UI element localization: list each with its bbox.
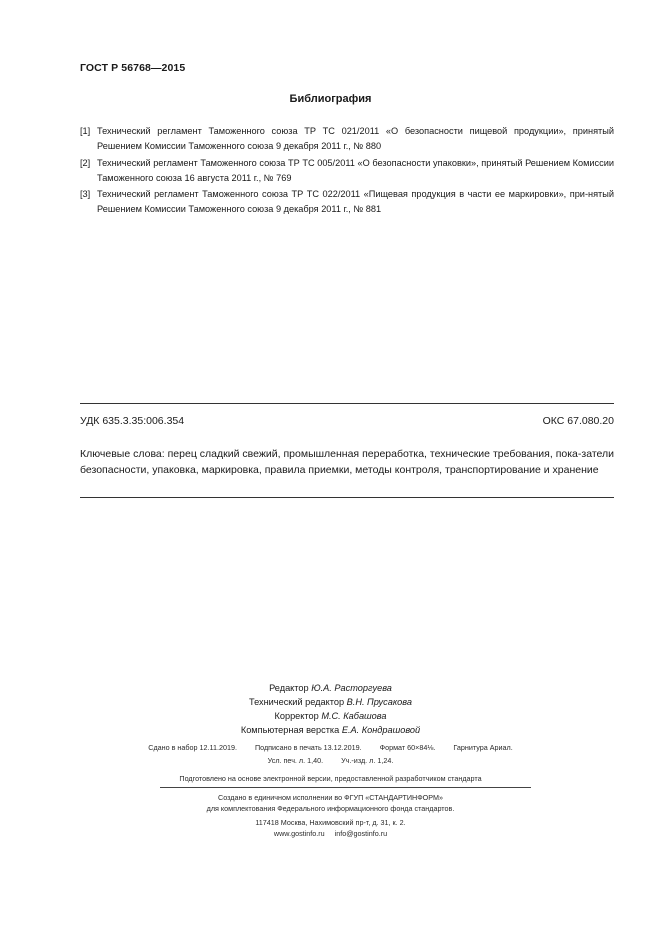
divider-bottom — [80, 497, 614, 498]
publisher-links — [0, 828, 661, 839]
bibliography-item-text: Технический регламент Таможенного союза ТР ТС 021/2011 «О безопасности пищевой продукции», принятый Решением Комиссии Таможенного союза 9 декабря 2011 г., № 880 — [97, 126, 614, 151]
imprint-edu-sheets: Уч.-изд. л. 1,24. — [341, 756, 394, 765]
credit-name: В.Н. Прусакова — [346, 697, 412, 707]
credit-name: Е.А. Кондрашовой — [341, 725, 421, 735]
bibliography-item-number: [1] — [80, 126, 91, 136]
credit-line — [0, 695, 661, 709]
credits — [0, 681, 661, 737]
bibliography-item-number: [2] — [80, 158, 91, 168]
bibliography-item — [80, 156, 614, 186]
imprint-format: Формат 60×84⅛. — [379, 743, 436, 752]
imprint-line-2 — [0, 756, 661, 765]
credit-line — [0, 681, 661, 695]
imprint-sent: Сдано в набор 12.11.2019. — [148, 743, 237, 752]
bibliography-item — [80, 124, 614, 154]
credit-name: М.С. Кабашова — [321, 711, 387, 721]
imprint-line-1 — [0, 743, 661, 752]
publisher-address: 117418 Москва, Нахимовский пр-т, д. 31, к. 2. — [255, 818, 406, 827]
imprint-print-sheets: Усл. печ. л. 1,40. — [267, 756, 324, 765]
credit-line — [0, 723, 661, 737]
credit-line — [0, 709, 661, 723]
imprint-typeface: Гарнитура Ариал. — [453, 743, 513, 752]
publisher-contacts — [0, 817, 661, 839]
udc-code: УДК 635.3.35:006.354 — [80, 415, 185, 427]
bibliography-item — [80, 187, 614, 217]
credit-role: Технический редактор — [249, 697, 345, 707]
prepared-note: Подготовлено на основе электронной версии, предоставленной разработчиком стандарта — [179, 774, 482, 783]
divider-publisher — [160, 787, 531, 788]
document-code: ГОСТ Р 56768—2015 — [80, 62, 186, 74]
bibliography-item-number: [3] — [80, 189, 91, 199]
imprint-signed: Подписано в печать 13.12.2019. — [254, 743, 362, 752]
credit-role: Редактор — [269, 683, 309, 693]
publisher-website-link[interactable]: www.gostinfo.ru — [273, 829, 325, 838]
bibliography-title: Библиография — [289, 93, 372, 105]
bibliography-item-text: Технический регламент Таможенного союза ТР ТС 005/2011 «О безопасности упаковки», принятый Решением Комиссии Таможенного союза 16 августа 2011 г., № 769 — [97, 158, 614, 183]
publisher-line-2: для комплектования Федерального информационного фонда стандартов. — [206, 804, 455, 813]
keywords: Ключевые слова: перец сладкий свежий, промышленная переработка, технические требования, пока-затели безопасности, упаковка, маркировка, правила приемки, методы контроля, транспортирование и хранение — [80, 448, 614, 476]
oks-code: ОКС 67.080.20 — [542, 415, 614, 427]
divider-top — [80, 403, 614, 404]
credit-name: Ю.А. Расторгуева — [311, 683, 392, 693]
bibliography-item-text: Технический регламент Таможенного союза ТР ТС 022/2011 «Пищевая продукция в части ее маркировки», при-нятый Решением Комиссии Таможенного союза 9 декабря 2011 г., № 881 — [97, 189, 614, 214]
credit-role: Компьютерная верстка — [240, 725, 340, 735]
publisher-email-link[interactable]: info@gostinfo.ru — [334, 829, 388, 838]
publisher-block — [0, 792, 661, 814]
publisher-line-1: Создано в единичном исполнении во ФГУП «СТАНДАРТИНФОРМ» — [218, 793, 443, 802]
credit-role: Корректор — [274, 711, 319, 721]
